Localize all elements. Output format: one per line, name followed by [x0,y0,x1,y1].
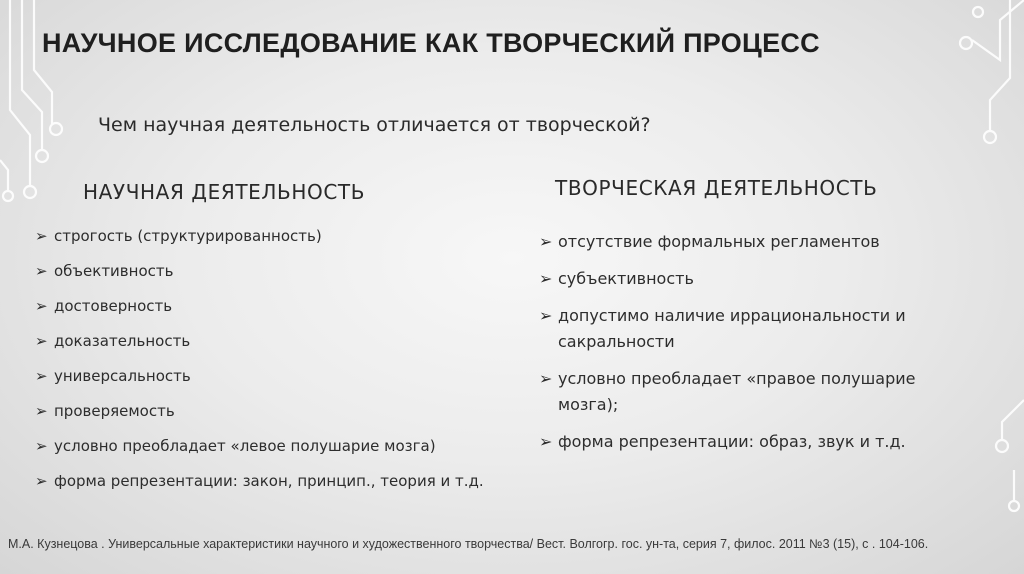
arrow-bullet-icon: ➢ [539,369,553,388]
list-item [35,294,505,318]
arrow-bullet-icon: ➢ [35,402,48,420]
list-item-text: объективность [54,262,174,280]
citation: М.А. Кузнецова . Универсальные характеристики научного и художественного творчества/ Вест. Волгогр. гос. ун-та, серия 7, филос. 2011 №3 (15), с . 104-106. [8,537,929,551]
list-item [539,366,959,418]
list-item-text: допустимо наличие иррациональности и сакральности [558,306,906,351]
list-item [539,266,959,292]
right-column-title: ТВОРЧЕСКАЯ ДЕЯТЕЛЬНОСТЬ [555,176,878,200]
list-item [539,229,959,255]
list-item-text: условно преобладает «правое полушарие мозга); [558,369,916,414]
list-item [35,434,505,458]
scientific-activity-list [35,224,505,504]
list-item-text: достоверность [54,297,173,315]
list-item [35,224,505,248]
list-item-text: универсальность [54,367,191,385]
arrow-bullet-icon: ➢ [539,432,553,451]
left-column-title: НАУЧНАЯ ДЕЯТЕЛЬНОСТЬ [83,180,366,204]
list-item-text: строгость (структурированность) [54,227,322,245]
arrow-bullet-icon: ➢ [539,232,553,251]
list-item [35,364,505,388]
list-item [35,469,505,493]
list-item-text: форма репрезентации: образ, звук и т.д. [558,432,906,451]
list-item-text: форма репрезентации: закон, принцип., теория и т.д. [54,472,484,490]
arrow-bullet-icon: ➢ [539,269,553,288]
arrow-bullet-icon: ➢ [35,437,48,455]
list-item [539,303,959,355]
slide-question: Чем научная деятельность отличается от творческой? [98,114,651,136]
arrow-bullet-icon: ➢ [35,332,48,350]
arrow-bullet-icon: ➢ [539,306,553,325]
arrow-bullet-icon: ➢ [35,472,48,490]
list-item-text: условно преобладает «левое полушарие мозга) [54,437,436,455]
arrow-bullet-icon: ➢ [35,297,48,315]
list-item [35,329,505,353]
list-item [35,259,505,283]
list-item-text: субъективность [558,269,694,288]
slide-title: НАУЧНОЕ ИССЛЕДОВАНИЕ КАК ТВОРЧЕСКИЙ ПРОЦЕСС [42,28,820,58]
arrow-bullet-icon: ➢ [35,227,48,245]
arrow-bullet-icon: ➢ [35,367,48,385]
list-item-text: доказательность [54,332,191,350]
list-item [539,429,959,455]
list-item-text: проверяемость [54,402,175,420]
creative-activity-list [539,229,959,466]
list-item-text: отсутствие формальных регламентов [558,232,880,251]
arrow-bullet-icon: ➢ [35,262,48,280]
list-item [35,399,505,423]
